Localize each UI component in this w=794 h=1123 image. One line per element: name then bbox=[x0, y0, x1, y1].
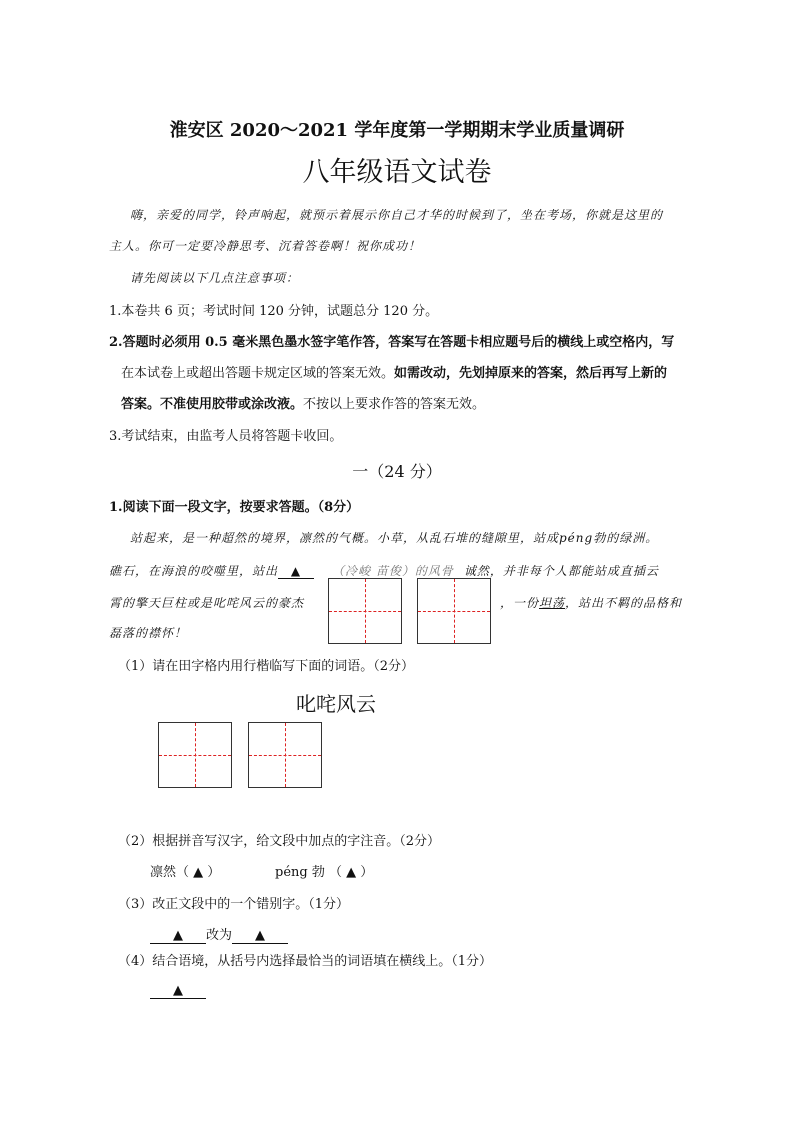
practice-grid-top-2[interactable] bbox=[417, 578, 491, 644]
sub3-mark-2: ▲ bbox=[255, 928, 266, 943]
answer-blank-1 bbox=[278, 564, 314, 579]
practice-grid-top-1[interactable] bbox=[328, 578, 402, 644]
sub1-prompt: （1）请在田字格内用行楷临写下面的词语。（2分） bbox=[118, 659, 415, 674]
sub3-answer bbox=[150, 924, 288, 944]
rule-2-line-2 bbox=[121, 362, 667, 381]
intro-notice: 请先阅读以下几点注意事项： bbox=[130, 271, 300, 285]
intro-line-1: 嗨，亲爱的同学，铃声响起，就预示着展示你自己才华的时候到了，坐在考场，你就是这里的 bbox=[130, 208, 664, 222]
exam-title: 淮安区 2020～2021 学年度第一学期期末学业质量调研 bbox=[169, 120, 625, 141]
rule-2-plain-end: 不按以上要求作答的答案无效。 bbox=[303, 397, 486, 412]
copy-word: 叱咤风云 bbox=[296, 692, 376, 716]
sub3-mark-1: ▲ bbox=[173, 928, 183, 943]
section-heading: 一（24 分） bbox=[352, 462, 442, 481]
sub4-answer bbox=[150, 983, 206, 999]
practice-grid-2[interactable] bbox=[248, 722, 322, 788]
rule-2-plain: 在本试卷上或超出答题卡规定区域的答案无效。 bbox=[121, 366, 395, 381]
passage-2a: 礁石，在海浪的咬噬里，站出 bbox=[109, 564, 279, 578]
passage-3c: ，站出不羁的品格和 bbox=[565, 596, 683, 610]
rule-3: 3.考试结束，由监考人员将答题卡收回。 bbox=[109, 429, 343, 444]
passage-line-2 bbox=[109, 562, 659, 579]
answer-mark: ▲ bbox=[290, 564, 302, 578]
sub2-prompt: （2）根据拼音写汉字，给文段中加点的字注音。（2分） bbox=[118, 834, 441, 849]
sub4-prompt: （4）结合语境，从括号内选择最恰当的词语填在横线上。（1分） bbox=[118, 954, 493, 969]
passage-3b: ，一份 bbox=[500, 596, 540, 610]
passage-2c: 诚然，并非每个人都能站成直插云 bbox=[463, 564, 659, 578]
rule-2-bold-end: 答案。不准使用胶带或涂改液。 bbox=[121, 397, 304, 412]
rule-1: 1.本卷共 6 页；考试时间 120 分钟，试题总分 120 分。 bbox=[109, 304, 439, 319]
sub3-blank-1 bbox=[150, 928, 206, 944]
passage-line-3a: 霄的擎天巨柱或是叱咤风云的豪杰 bbox=[109, 596, 305, 610]
passage-underlined-word: 坦荡 bbox=[539, 596, 566, 610]
sub2-item-a: 凛然（ ▲ ） bbox=[150, 865, 221, 880]
rule-2-line-1: 2.答题时必须用 0.5 毫米黑色墨水签字笔作答，答案写在答题卡相应题号后的横线上或空格内，写 bbox=[109, 335, 675, 350]
sub3-middle: 改为 bbox=[206, 928, 233, 943]
exam-subtitle: 八年级语文试卷 bbox=[302, 157, 492, 188]
practice-grid-1[interactable] bbox=[158, 722, 232, 788]
passage-line-4: 磊落的襟怀！ bbox=[109, 626, 188, 640]
sub3-blank-2 bbox=[232, 928, 288, 944]
passage-line-3b bbox=[500, 594, 682, 611]
sub4-mark: ▲ bbox=[173, 983, 183, 998]
sub3-prompt: （3）改正文段中的一个错别字。（1分） bbox=[118, 897, 350, 912]
sub4-blank bbox=[150, 983, 206, 999]
rule-2-bold: 如需改动，先划掉原来的答案，然后再写上新的 bbox=[394, 366, 668, 381]
intro-line-2: 主人。你可一定要冷静思考、沉着答卷啊！祝你成功！ bbox=[109, 239, 422, 253]
passage-2b: （冷峻 苗俊）的风骨 bbox=[332, 564, 454, 578]
passage-line-1: 站起来，是一种超然的境界，凛然的气概。小草，从乱石堆的缝隙里，站成péng勃的绿洲。 bbox=[130, 531, 659, 545]
rule-2-line-3 bbox=[121, 393, 485, 412]
sub2-item-b: péng 勃 （ ▲ ） bbox=[275, 865, 374, 880]
q1-prompt: 1.阅读下面一段文字，按要求答题。（8分） bbox=[109, 500, 360, 515]
